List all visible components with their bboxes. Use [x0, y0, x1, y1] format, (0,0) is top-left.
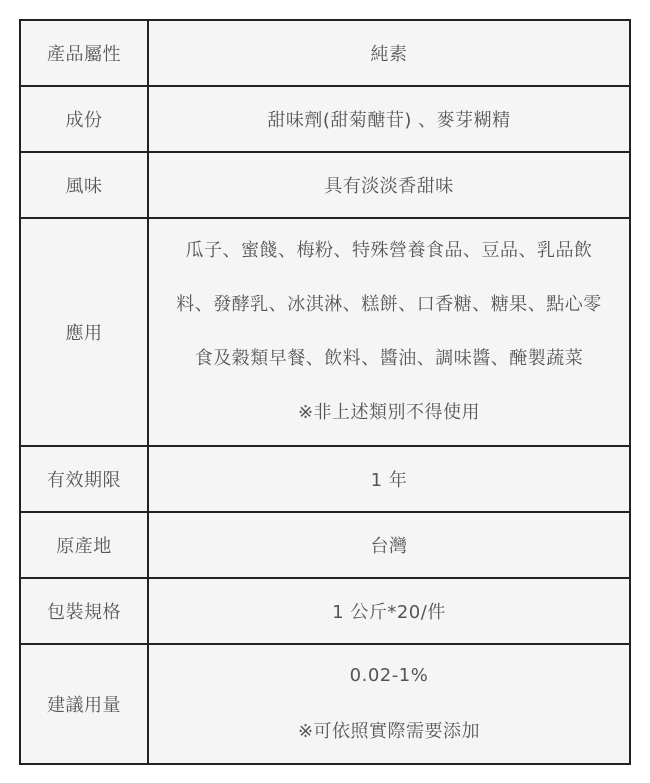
- row-label: 包裝規格: [20, 578, 148, 644]
- row-value: [148, 446, 630, 512]
- value-line: 台灣: [370, 536, 408, 557]
- table-row: [20, 20, 630, 86]
- value-line: ※非上述類別不得使用: [297, 402, 481, 423]
- value-line: 具有淡淡香甜味: [324, 176, 454, 197]
- row-value: [148, 512, 630, 578]
- row-label: 風味: [20, 152, 148, 218]
- value-line: 1 年: [370, 470, 408, 491]
- table-row: [20, 152, 630, 218]
- row-label: 原產地: [20, 512, 148, 578]
- value-line: 1 公斤*20/件: [332, 602, 446, 623]
- row-label: 應用: [20, 218, 148, 446]
- value-line: 甜味劑(甜菊醣苷) 、麥芽糊精: [267, 110, 511, 131]
- row-value: [148, 218, 630, 446]
- row-label: 有效期限: [20, 446, 148, 512]
- table-row: [20, 218, 630, 446]
- table-row: [20, 446, 630, 512]
- row-value: [148, 20, 630, 86]
- value-line: 食及穀類早餐、飲料、醬油、調味醬、醃製蔬菜: [194, 348, 584, 369]
- table-row: [20, 512, 630, 578]
- table-row: [20, 86, 630, 152]
- row-value: [148, 152, 630, 218]
- value-line: 料、發酵乳、冰淇淋、糕餅、口香糖、糖果、點心零: [176, 294, 602, 315]
- table-row: [20, 578, 630, 644]
- table-row: [20, 644, 630, 764]
- row-label: 成份: [20, 86, 148, 152]
- row-label: 建議用量: [20, 644, 148, 764]
- value-line: 純素: [370, 44, 408, 65]
- row-value: [148, 86, 630, 152]
- row-label: 產品屬性: [20, 20, 148, 86]
- value-line: 瓜子、蜜餞、梅粉、特殊營養食品、豆品、乳品飲: [185, 240, 593, 261]
- value-line: ※可依照實際需要添加: [297, 721, 481, 742]
- row-value: [148, 644, 630, 764]
- product-spec-table: [19, 19, 631, 765]
- value-line: 0.02-1%: [349, 665, 429, 686]
- row-value: [148, 578, 630, 644]
